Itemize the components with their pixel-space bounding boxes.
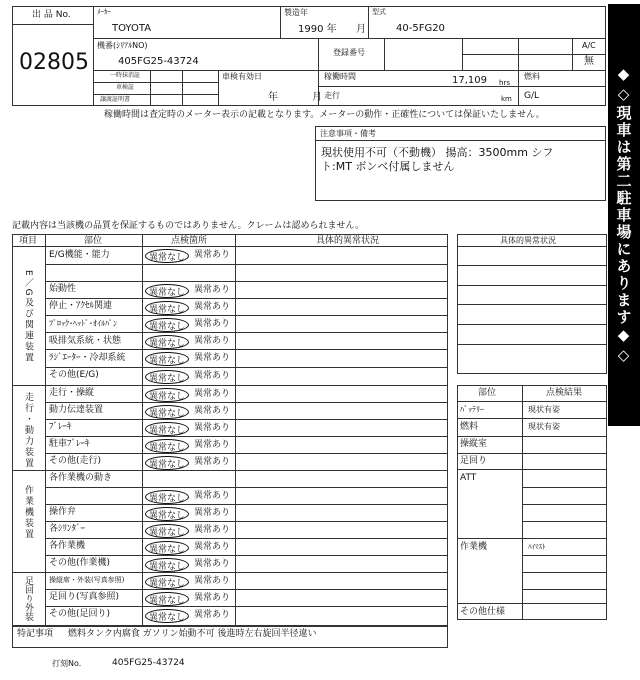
mileage-label: 走行 — [324, 91, 340, 100]
row-label: 操作弁 — [49, 507, 77, 517]
status-normal-circled: 異常なし — [145, 301, 189, 315]
group-eg: E／G及び関連装置 — [23, 270, 33, 364]
header-item: 項目 — [19, 236, 38, 246]
row-label: ﾗｼﾞｴｰﾀｰ・冷却系統 — [49, 353, 126, 363]
results-table — [457, 385, 607, 620]
model-value: 40-5FG20 — [396, 23, 445, 34]
notes-label: 注意事項・備考 — [320, 129, 376, 138]
status-abnormal: 異常あり — [194, 576, 231, 586]
row-label: 各作業機 — [49, 541, 86, 551]
stamp-label: 打刻No. — [52, 659, 82, 668]
row-label: 足回り(写真参照) — [49, 592, 120, 602]
cab-label: 操縦室 — [460, 439, 488, 449]
header-check: 点検箇所 — [171, 236, 208, 246]
status-normal-circled: 異常なし — [145, 284, 189, 298]
row-label: 操縦席・外装(写真参照) — [49, 576, 125, 584]
temp-cert-label: 一時抹消証 — [110, 72, 141, 79]
disclaimer: 記載内容は当該機の品質を保証するものではありません。クレームは認められません。 — [12, 221, 365, 231]
serial-label: 機番(ｼﾘｱﾙNO) — [97, 41, 148, 50]
fuel-label: 燃料 — [524, 72, 540, 81]
inspection-label: 車検有効日 — [222, 72, 262, 81]
status-abnormal: 異常あり — [194, 525, 231, 535]
sidebar-notice: ◆◇現車は第二駐車場にあります◆◇ — [608, 4, 640, 426]
battery-label: ﾊﾞｯﾃﾘｰ — [460, 405, 484, 414]
group-run: 走行・動力装置 — [23, 392, 33, 469]
status-normal-circled: 異常なし — [145, 318, 189, 332]
group-feet: 足回り外装 — [23, 576, 33, 621]
att-label: ATT — [460, 473, 477, 483]
row-label: その他(作業機) — [49, 558, 111, 568]
status-abnormal: 異常あり — [194, 559, 231, 569]
status-normal-circled: 異常なし — [145, 609, 189, 623]
year-label: 製造年 — [284, 8, 308, 17]
row-label: 始動性 — [49, 284, 77, 294]
serial-value: 405FG25-43724 — [118, 56, 199, 67]
status-normal-circled: 異常なし — [145, 490, 189, 504]
status-normal-circled: 異常なし — [145, 507, 189, 521]
status-abnormal: 異常あり — [194, 542, 231, 552]
lot-no-label: 出 品 No. — [32, 10, 71, 20]
status-normal-circled: 異常なし — [145, 524, 189, 538]
status-normal-circled: 異常なし — [145, 541, 189, 555]
row-label: その他(足回り) — [49, 609, 111, 619]
special-text: 燃料タンク内腐食 ガソリン始動不可 後進時左右旋回半径違い — [68, 629, 317, 639]
row-label: 駐車ﾌﾞﾚｰｷ — [49, 439, 90, 449]
status-abnormal: 異常あり — [194, 440, 231, 450]
status-normal-circled: 異常なし — [145, 575, 189, 589]
status-abnormal: 異常あり — [194, 457, 231, 467]
row-label: E/G機能・能力 — [49, 250, 110, 260]
status-abnormal: 異常あり — [194, 285, 231, 295]
status-normal-circled: 異常なし — [145, 456, 189, 470]
row-label: ﾌﾞﾛｯｸ･ﾍｯﾄﾞ･ｵｲﾙﾊﾟﾝ — [49, 319, 117, 328]
results-result-header: 点検結果 — [546, 388, 583, 398]
notes-line2: ト:MT ボンベ付属しません — [321, 160, 455, 173]
status-normal-circled: 異常なし — [145, 558, 189, 572]
ac-value: 無 — [584, 56, 594, 67]
fuel-result-label: 燃料 — [460, 422, 479, 432]
group-work: 作業機装置 — [23, 485, 33, 540]
status-normal-circled: 異常なし — [145, 592, 189, 606]
right-abnormal-header: 具体的異常状況 — [500, 236, 556, 245]
lot-no-value: 02805 — [19, 50, 89, 75]
header-part: 部位 — [84, 236, 103, 246]
row-label: 動力伝達装置 — [49, 405, 104, 415]
status-abnormal: 異常あり — [194, 593, 231, 603]
row-label: ﾌﾞﾚｰｷ — [49, 422, 72, 432]
year-value: 1990 年 — [298, 24, 337, 35]
fuel-value: G/L — [524, 91, 540, 101]
status-abnormal: 異常あり — [194, 302, 231, 312]
status-normal-circled: 異常なし — [145, 405, 189, 419]
status-normal-circled: 異常なし — [145, 422, 189, 436]
status-abnormal: 異常あり — [194, 250, 231, 260]
status-abnormal: 異常あり — [194, 610, 231, 620]
feet-label: 足回り — [460, 456, 488, 466]
inspection-year: 年 — [268, 92, 278, 103]
fuel-result-value: 現状有姿 — [528, 422, 560, 431]
battery-value: 現状有姿 — [528, 405, 560, 414]
results-part-header: 部位 — [478, 388, 497, 398]
status-abnormal: 異常あり — [194, 389, 231, 399]
status-normal-circled: 異常なし — [145, 370, 189, 384]
hours-note: 稼働時間は査定時のメーター表示の記載となります。メーターの動作・正確性については保証いたしません。 — [104, 110, 545, 120]
hours-value: 17,109 — [452, 75, 487, 86]
maker-label: ﾒｰｶｰ — [97, 8, 111, 16]
special-label: 特記事項 — [17, 629, 54, 639]
status-abnormal: 異常あり — [194, 371, 231, 381]
status-abnormal: 異常あり — [194, 353, 231, 363]
notes-line1: 現状使用不可（不動機） 揚高：3500mm シフ — [321, 146, 554, 159]
other-spec-label: その他仕様 — [460, 607, 506, 617]
registration-label: 登録番号 — [333, 48, 365, 57]
maker-value: TOYOTA — [112, 23, 152, 34]
header-abnormal: 具体的異常状況 — [316, 236, 380, 246]
model-label: 型式 — [372, 8, 386, 16]
status-normal-circled: 異常なし — [145, 352, 189, 366]
status-abnormal: 異常あり — [194, 336, 231, 346]
status-normal-circled: 異常なし — [145, 249, 189, 263]
km-unit: km — [501, 95, 512, 103]
vehicle-cert-label: 車検証 — [116, 84, 135, 91]
status-normal-circled: 異常なし — [145, 388, 189, 402]
ac-label: A/C — [582, 41, 596, 50]
transfer-cert-label: 譲渡証明書 — [100, 96, 131, 103]
row-label: 吸排気系統・状態 — [49, 336, 122, 346]
month-value: 月 — [356, 24, 366, 35]
status-abnormal: 異常あり — [194, 319, 231, 329]
row-label: 各ｼﾘﾝﾀﾞｰ — [49, 524, 86, 534]
status-abnormal: 異常あり — [194, 423, 231, 433]
status-abnormal: 異常あり — [194, 406, 231, 416]
row-label: 各作業機の動き — [49, 473, 113, 483]
work-label: 作業機 — [460, 542, 488, 552]
inspection-month: 月 — [312, 92, 322, 103]
row-label: 走行・操縦 — [49, 388, 95, 398]
hours-unit: hrs — [499, 79, 510, 87]
row-label: 停止・ｱｸｾﾙ関連 — [49, 301, 113, 311]
stamp-value: 405FG25-43724 — [112, 658, 185, 668]
hours-label: 稼働時間 — [324, 72, 356, 81]
status-abnormal: 異常あり — [194, 508, 231, 518]
row-label: その他(E/G) — [49, 370, 99, 380]
work-value: ﾊｲﾏｽﾄ — [528, 543, 546, 551]
status-abnormal: 異常あり — [194, 491, 231, 501]
row-label: その他(走行) — [49, 456, 102, 466]
status-normal-circled: 異常なし — [145, 439, 189, 453]
status-normal-circled: 異常なし — [145, 335, 189, 349]
